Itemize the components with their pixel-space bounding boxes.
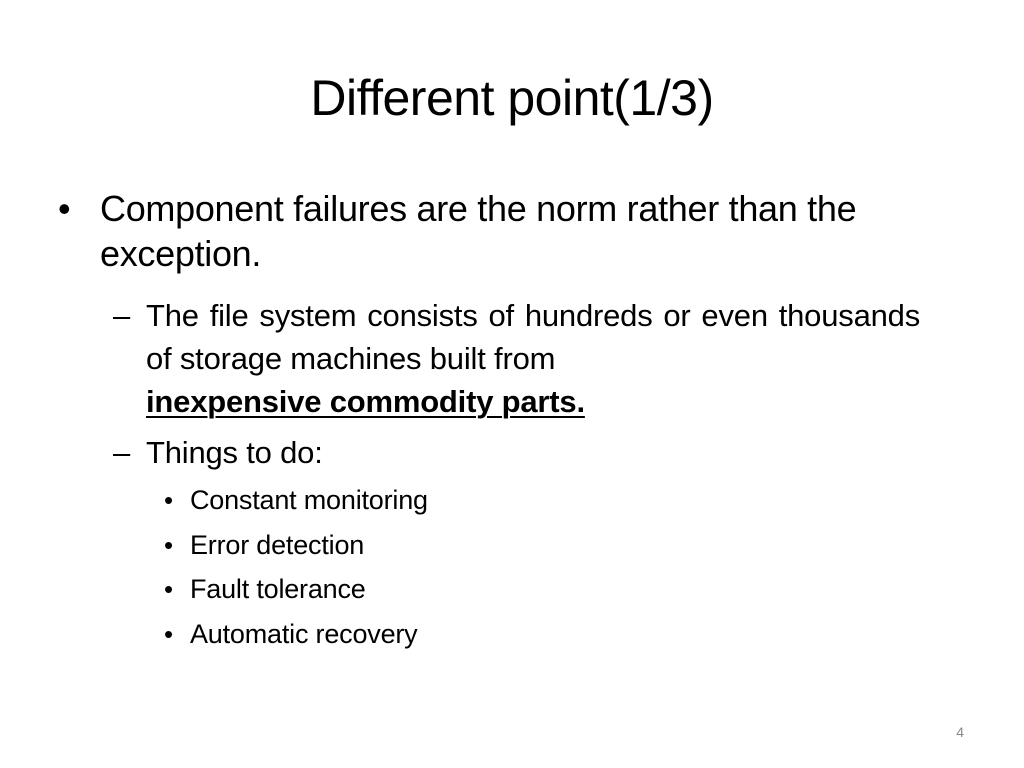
dash-icon: – xyxy=(113,298,131,333)
bullet-icon: • xyxy=(58,188,71,229)
bullet-icon: • xyxy=(164,485,174,515)
slide-number: 4 xyxy=(956,724,964,740)
list-item-error-detection: Error detection xyxy=(190,530,365,560)
dash-icon: – xyxy=(113,435,131,470)
list-item-automatic-recovery: Automatic recovery xyxy=(190,619,418,649)
subpoint-things-to-do: Things to do: xyxy=(146,435,323,470)
subpoint-file-system-text: The file system consists of hundreds or even thousands of storage machines built from xyxy=(146,298,920,376)
list-item-constant-monitoring: Constant monitoring xyxy=(190,485,428,515)
slide-title: Different point(1/3) xyxy=(310,70,714,126)
main-bullet-text: Component failures are the norm rather than the exception. xyxy=(100,188,857,274)
subpoint-file-system xyxy=(146,294,920,423)
bullet-icon: • xyxy=(164,530,174,560)
bullet-icon: • xyxy=(164,574,174,604)
subpoint-emphasis-text: inexpensive commodity parts. xyxy=(146,384,585,419)
bullet-icon: • xyxy=(164,619,174,649)
list-item-fault-tolerance: Fault tolerance xyxy=(190,574,366,604)
